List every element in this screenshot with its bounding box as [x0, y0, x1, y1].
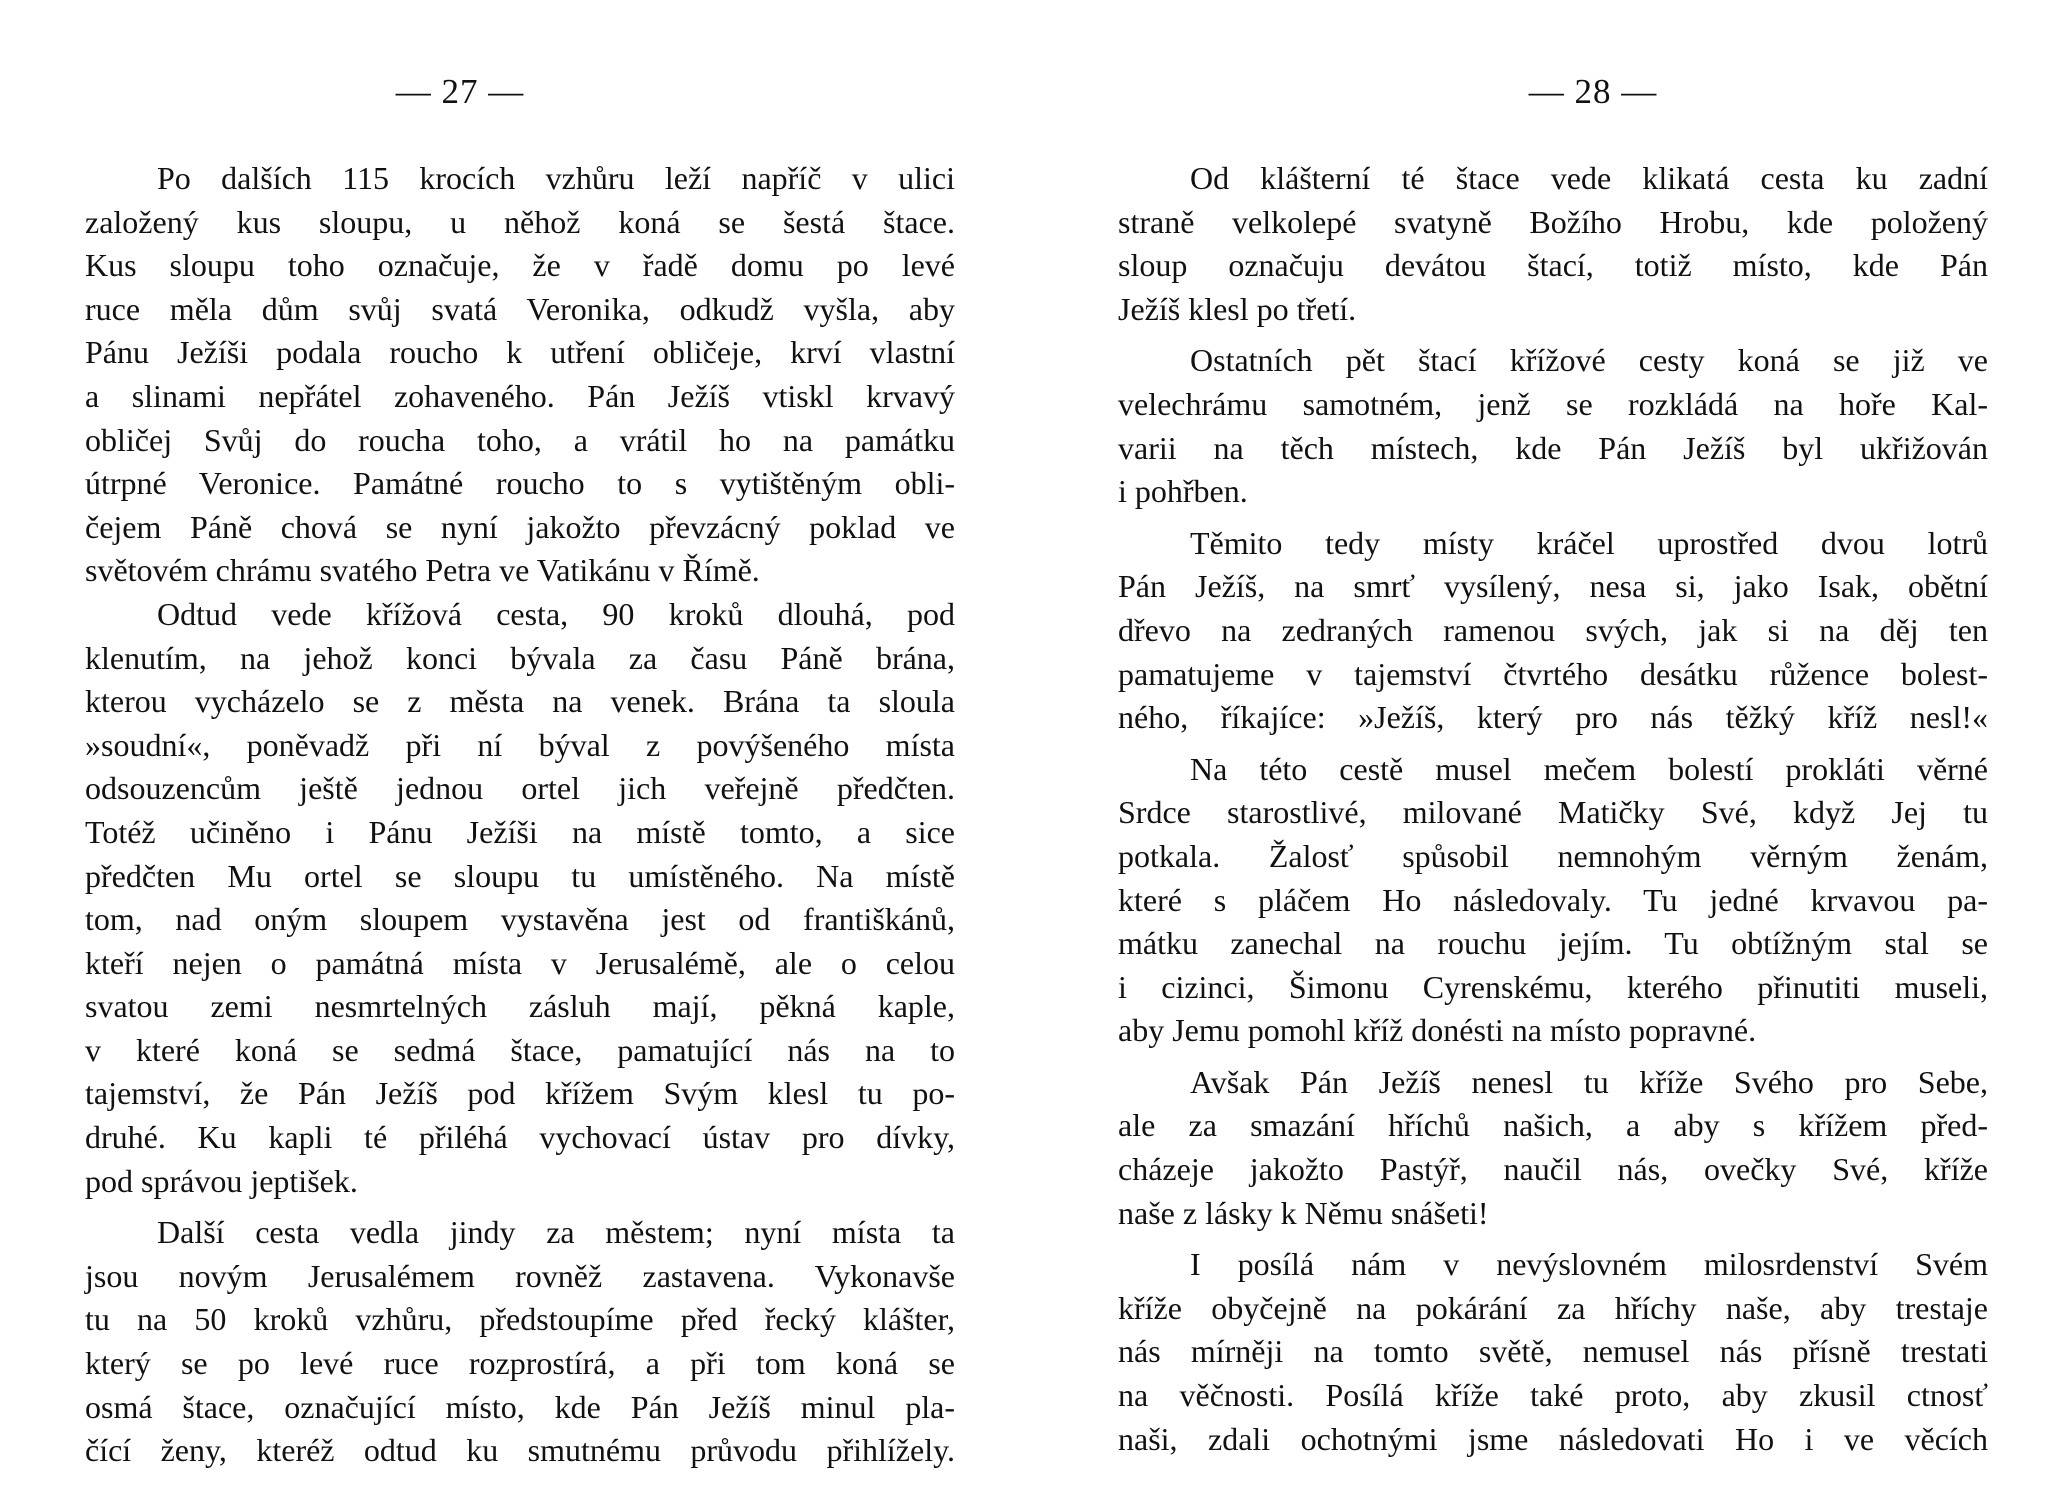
- text-line: dřevo na zedraných ramenou svých, jak si na děj ten: [1118, 611, 1988, 648]
- text-line: Odtud vede křížová cesta, 90 kroků dlouhá, pod: [157, 595, 955, 632]
- text-line: nás mírněji na tomto světě, nemusel nás přísně trestati: [1118, 1333, 1988, 1370]
- text-line: Srdce starostlivé, milované Matičky Své, když Jej tu: [1118, 794, 1988, 831]
- text-line: druhé. Ku kapli té přiléhá vychovací ústav pro dívky,: [85, 1119, 955, 1156]
- text-line: a slinami nepřátel zohaveného. Pán Ježíš vtiskl krvavý: [85, 377, 955, 414]
- paragraph-gap: [1118, 1053, 1988, 1061]
- text-line: kteří nejen o památná místa v Jerusalémě, ale o celou: [85, 944, 955, 981]
- text-line: Na této cestě musel mečem bolestí prokláti věrné: [1190, 750, 1988, 787]
- text-line: tu na 50 kroků vzhůru, předstoupíme před řecký klášter,: [85, 1301, 955, 1338]
- text-line: který se po levé ruce rozprostírá, a při tom koná se: [85, 1345, 955, 1382]
- text-line: osmá štace, označující místo, kde Pán Ježíš minul pla-: [85, 1388, 955, 1425]
- page-number: — 27 —: [395, 72, 525, 111]
- text-line: Pán Ježíš, na smrť vysílený, nesa si, jako Isak, obětní: [1118, 568, 1988, 605]
- text-line: Pánu Ježíši podala roucho k utření obličeje, krví vlastní: [85, 334, 955, 371]
- text-line: v které koná se sedmá štace, pamatující nás na to: [85, 1031, 955, 1068]
- text-line: straně velkolepé svatyně Božího Hrobu, kde položený: [1118, 203, 1988, 240]
- text-line: ale za smazání hříchů našich, a aby s křížem před-: [1118, 1107, 1988, 1144]
- text-line: tajemství, že Pán Ježíš pod křížem Svým klesl tu po-: [85, 1075, 955, 1112]
- text-line: na věčnosti. Posílá kříže také proto, aby zkusil ctnosť: [1118, 1377, 1988, 1414]
- text-line: čící ženy, kteréž odtud ku smutnému průvodu přihlížely.: [85, 1432, 955, 1469]
- left-page: [85, 0, 955, 1500]
- text-line: odsouzencům ještě jednou ortel jich veřejně předčten.: [85, 770, 955, 807]
- text-line: varii na těch místech, kde Pán Ježíš byl ukřižován: [1118, 429, 1988, 466]
- right-page: [1118, 0, 1988, 1500]
- text-line: I posílá nám v nevýslovném milosrdenství Svém: [1190, 1246, 1988, 1283]
- text-line: mátku zanechal na rouchu jejím. Tu obtížným stal se: [1118, 925, 1988, 962]
- text-line: i pohřben.: [1118, 473, 1248, 510]
- text-line: pamatujeme v tajemství čtvrtého desátku růžence bolest-: [1118, 655, 1988, 692]
- text-line: Po dalších 115 krocích vzhůru leží napříč v ulici: [157, 160, 955, 196]
- page-number: — 28 —: [1528, 72, 1658, 111]
- text-line: útrpné Veronice. Památné roucho to s vytištěným obli-: [85, 465, 955, 502]
- paragraph-gap: [1118, 514, 1988, 522]
- text-line: aby Jemu pomohl kříž donésti na místo popravné.: [1118, 1012, 1757, 1049]
- page-body-text: [1118, 157, 1988, 1461]
- paragraph-gap: [1118, 1235, 1988, 1243]
- text-line: ruce měla dům svůj svatá Veronika, odkudž vyšla, aby: [85, 290, 955, 327]
- text-line: Avšak Pán Ježíš nenesl tu kříže Svého pro Sebe,: [1190, 1063, 1988, 1100]
- text-line: Další cesta vedla jindy za městem; nyní místa ta: [157, 1214, 955, 1251]
- text-line: Kus sloupu toho označuje, že v řadě domu po levé: [85, 247, 955, 284]
- text-line: Ježíš klesl po třetí.: [1118, 290, 1357, 327]
- text-line: jsou novým Jerusalémem rovněž zastavena. Vykonavše: [85, 1257, 955, 1294]
- text-line: světovém chrámu svatého Petra ve Vatikánu v Římě.: [85, 552, 760, 589]
- text-line: Těmito tedy místy kráčel uprostřed dvou lotrů: [1190, 524, 1988, 561]
- text-line: naše z lásky k Němu snášeti!: [1118, 1194, 1489, 1231]
- text-line: Totéž učiněno i Pánu Ježíši na místě tomto, a sice: [85, 813, 955, 850]
- text-line: tom, nad oným sloupem vystavěna jest od františkánů,: [85, 901, 955, 938]
- text-line: Od klášterní té štace vede klikatá cesta ku zadní: [1190, 160, 1988, 196]
- page-body-text: [85, 157, 955, 1473]
- text-line: klenutím, na jehož konci bývala za času Páně brána,: [85, 639, 955, 676]
- paragraph-gap: [1118, 740, 1988, 748]
- paragraph-gap: [85, 1203, 955, 1211]
- text-line: potkala. Žalosť spůsobil nemnohým věrným ženám,: [1118, 837, 1988, 874]
- text-line: naši, zdali ochotnými jsme následovati Ho i ve věcích: [1118, 1420, 1988, 1457]
- text-line: svatou zemi nesmrtelných zásluh mají, pěkná kaple,: [85, 988, 955, 1025]
- text-line: které s pláčem Ho následovaly. Tu jedné krvavou pa-: [1118, 881, 1988, 918]
- text-line: velechrámu samotném, jenž se rozkládá na hoře Kal-: [1118, 385, 1988, 422]
- text-line: i cizinci, Šimonu Cyrenskému, kterého přinutiti museli,: [1118, 968, 1988, 1005]
- text-line: obličej Svůj do roucha toho, a vrátil ho na památku: [85, 421, 955, 458]
- text-line: cházeje jakožto Pastýř, naučil nás, ovečky Své, kříže: [1118, 1151, 1988, 1188]
- text-line: kříže obyčejně na pokárání za hříchy naše, aby trestaje: [1118, 1289, 1988, 1326]
- text-line: Ostatních pět štací křížové cesty koná se již ve: [1190, 342, 1988, 379]
- text-line: »soudní«, poněvadž při ní býval z povýšeného místa: [85, 726, 955, 763]
- text-line: předčten Mu ortel se sloupu tu umístěného. Na místě: [85, 857, 955, 894]
- paragraph-gap: [1118, 331, 1988, 339]
- text-line: kterou vycházelo se z města na venek. Brána ta sloula: [85, 683, 955, 720]
- text-line: ného, říkajíce: »Ježíš, který pro nás těžký kříž nesl!«: [1118, 699, 1988, 736]
- text-line: založený kus sloupu, u něhož koná se šestá štace.: [85, 203, 955, 240]
- text-line: sloup označuju devátou štací, totiž místo, kde Pán: [1118, 247, 1988, 284]
- text-line: pod správou jeptišek.: [85, 1162, 358, 1199]
- text-line: čejem Páně chová se nyní jakožto převzácný poklad ve: [85, 508, 955, 545]
